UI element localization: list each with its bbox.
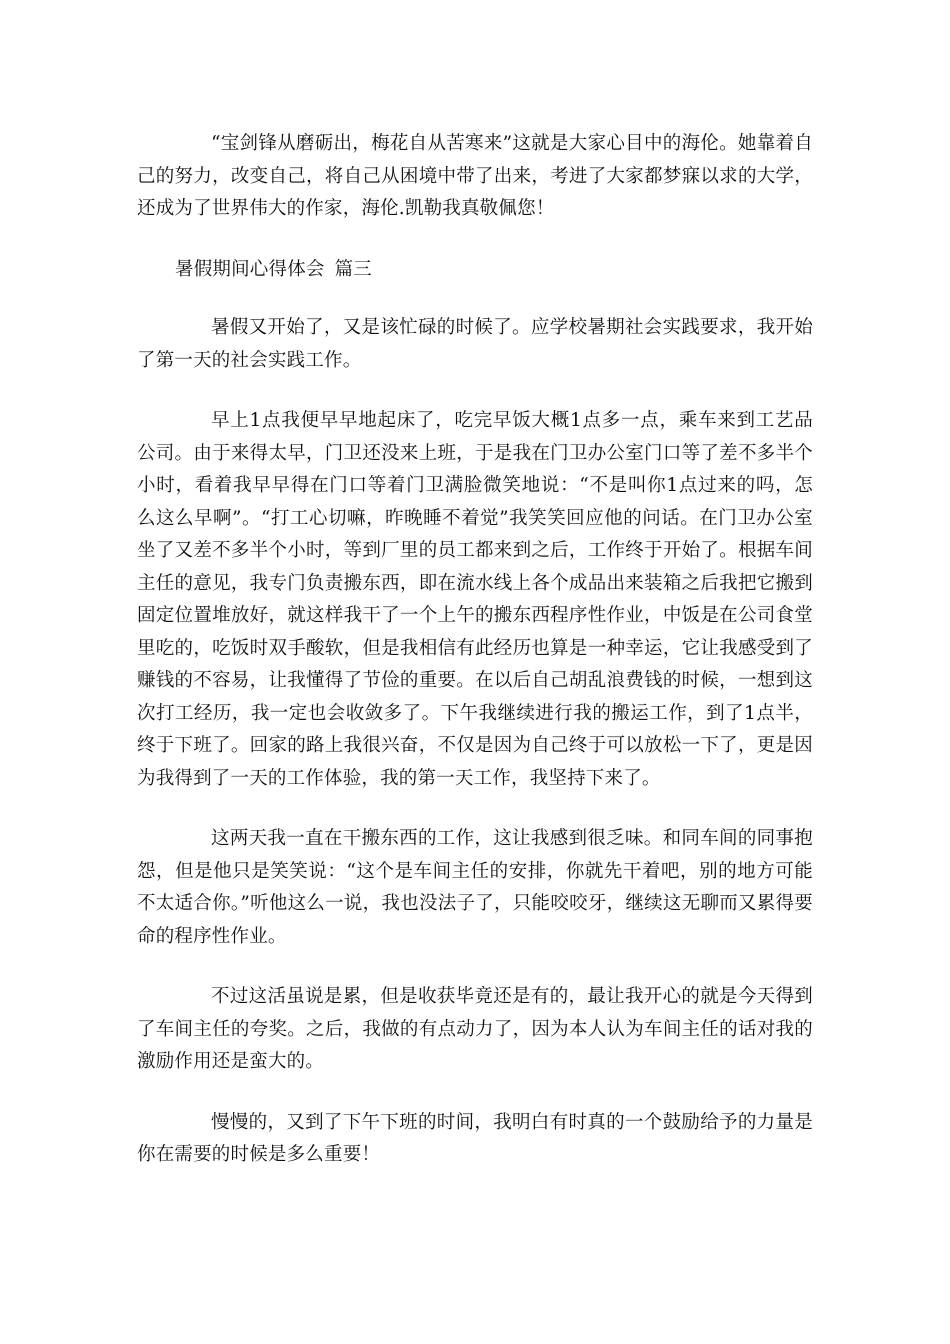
paragraph: 这两天我一直在干搬东西的工作，这让我感到很乏味。和同车间的同事抱怨，但是他只是笑笑说：“这个是车间主任的安排，你就先干着吧，别的地方可能不太适合你。”听他这么一说，我也没法子了，只能咬咬牙，继续这无聊而又累得要命的程序性作业。 [137, 828, 813, 947]
paragraph: 早上1点我便早早地起床了，吃完早饭大概1点多一点，乘车来到工艺品公司。由于来得太早，门卫还没来上班，于是我在门卫办公室门口等了差不多半个小时，看着我早早得在门口等着门卫满脸微笑地说：“不是叫你1点过来的吗，怎么这么早啊”。“打工心切嘛，昨晚睡不着觉”我笑笑回应他的问话。在门卫办公室坐了又差不多半个小时，等到厂里的员工都来到之后，工作终于开始了。根据车间主任的意见，我专门负责搬东西，即在流水线上各个成品出来装箱之后我把它搬到固定位置堆放好，就这样我干了一个上午的搬东西程序性作业，中饭是在公司食堂里吃的，吃饭时双手酸软，但是我相信有此经历也算是一种幸运，它让我感受到了赚钱的不容易，让我懂得了节俭的重要。在以后自己胡乱浪费钱的时候，一想到这次打工经历，我一定也会收敛多了。下午我继续进行我的搬运工作，到了1点半，终于下班了。回家的路上我很兴奋，不仅是因为自己终于可以放松一下了，更是因为我得到了一天的工作体验，我的第一天工作，我坚持下来了。 [137, 410, 813, 789]
paragraph: 慢慢的，又到了下午下班的时间，我明白有时真的一个鼓励给予的力量是你在需要的时候是多么重要！ [137, 1111, 813, 1165]
section-heading-title: 暑假期间心得体会 [175, 258, 325, 280]
paragraph: “宝剑锋从磨砺出，梅花自从苦寒来”这就是大家心目中的海伦。她靠着自己的努力，改变自己，将自己从困境中带了出来，考进了大家都梦寐以求的大学，还成为了世界伟大的作家，海伦.凯勒我真敬佩您！ [137, 133, 813, 219]
section-heading-suffix: 篇三 [334, 258, 373, 280]
section-heading [137, 254, 813, 287]
paragraph: 不过这活虽说是累，但是收获毕竟还是有的，最让我开心的就是今天得到了车间主任的夸奖。之后，我做的有点动力了，因为本人认为车间主任的话对我的激励作用还是蛮大的。 [137, 986, 813, 1072]
document-body [137, 128, 813, 1200]
paragraph: 暑假又开始了，又是该忙碌的时候了。应学校暑期社会实践要求，我开始了第一天的社会实践工作。 [137, 317, 813, 371]
